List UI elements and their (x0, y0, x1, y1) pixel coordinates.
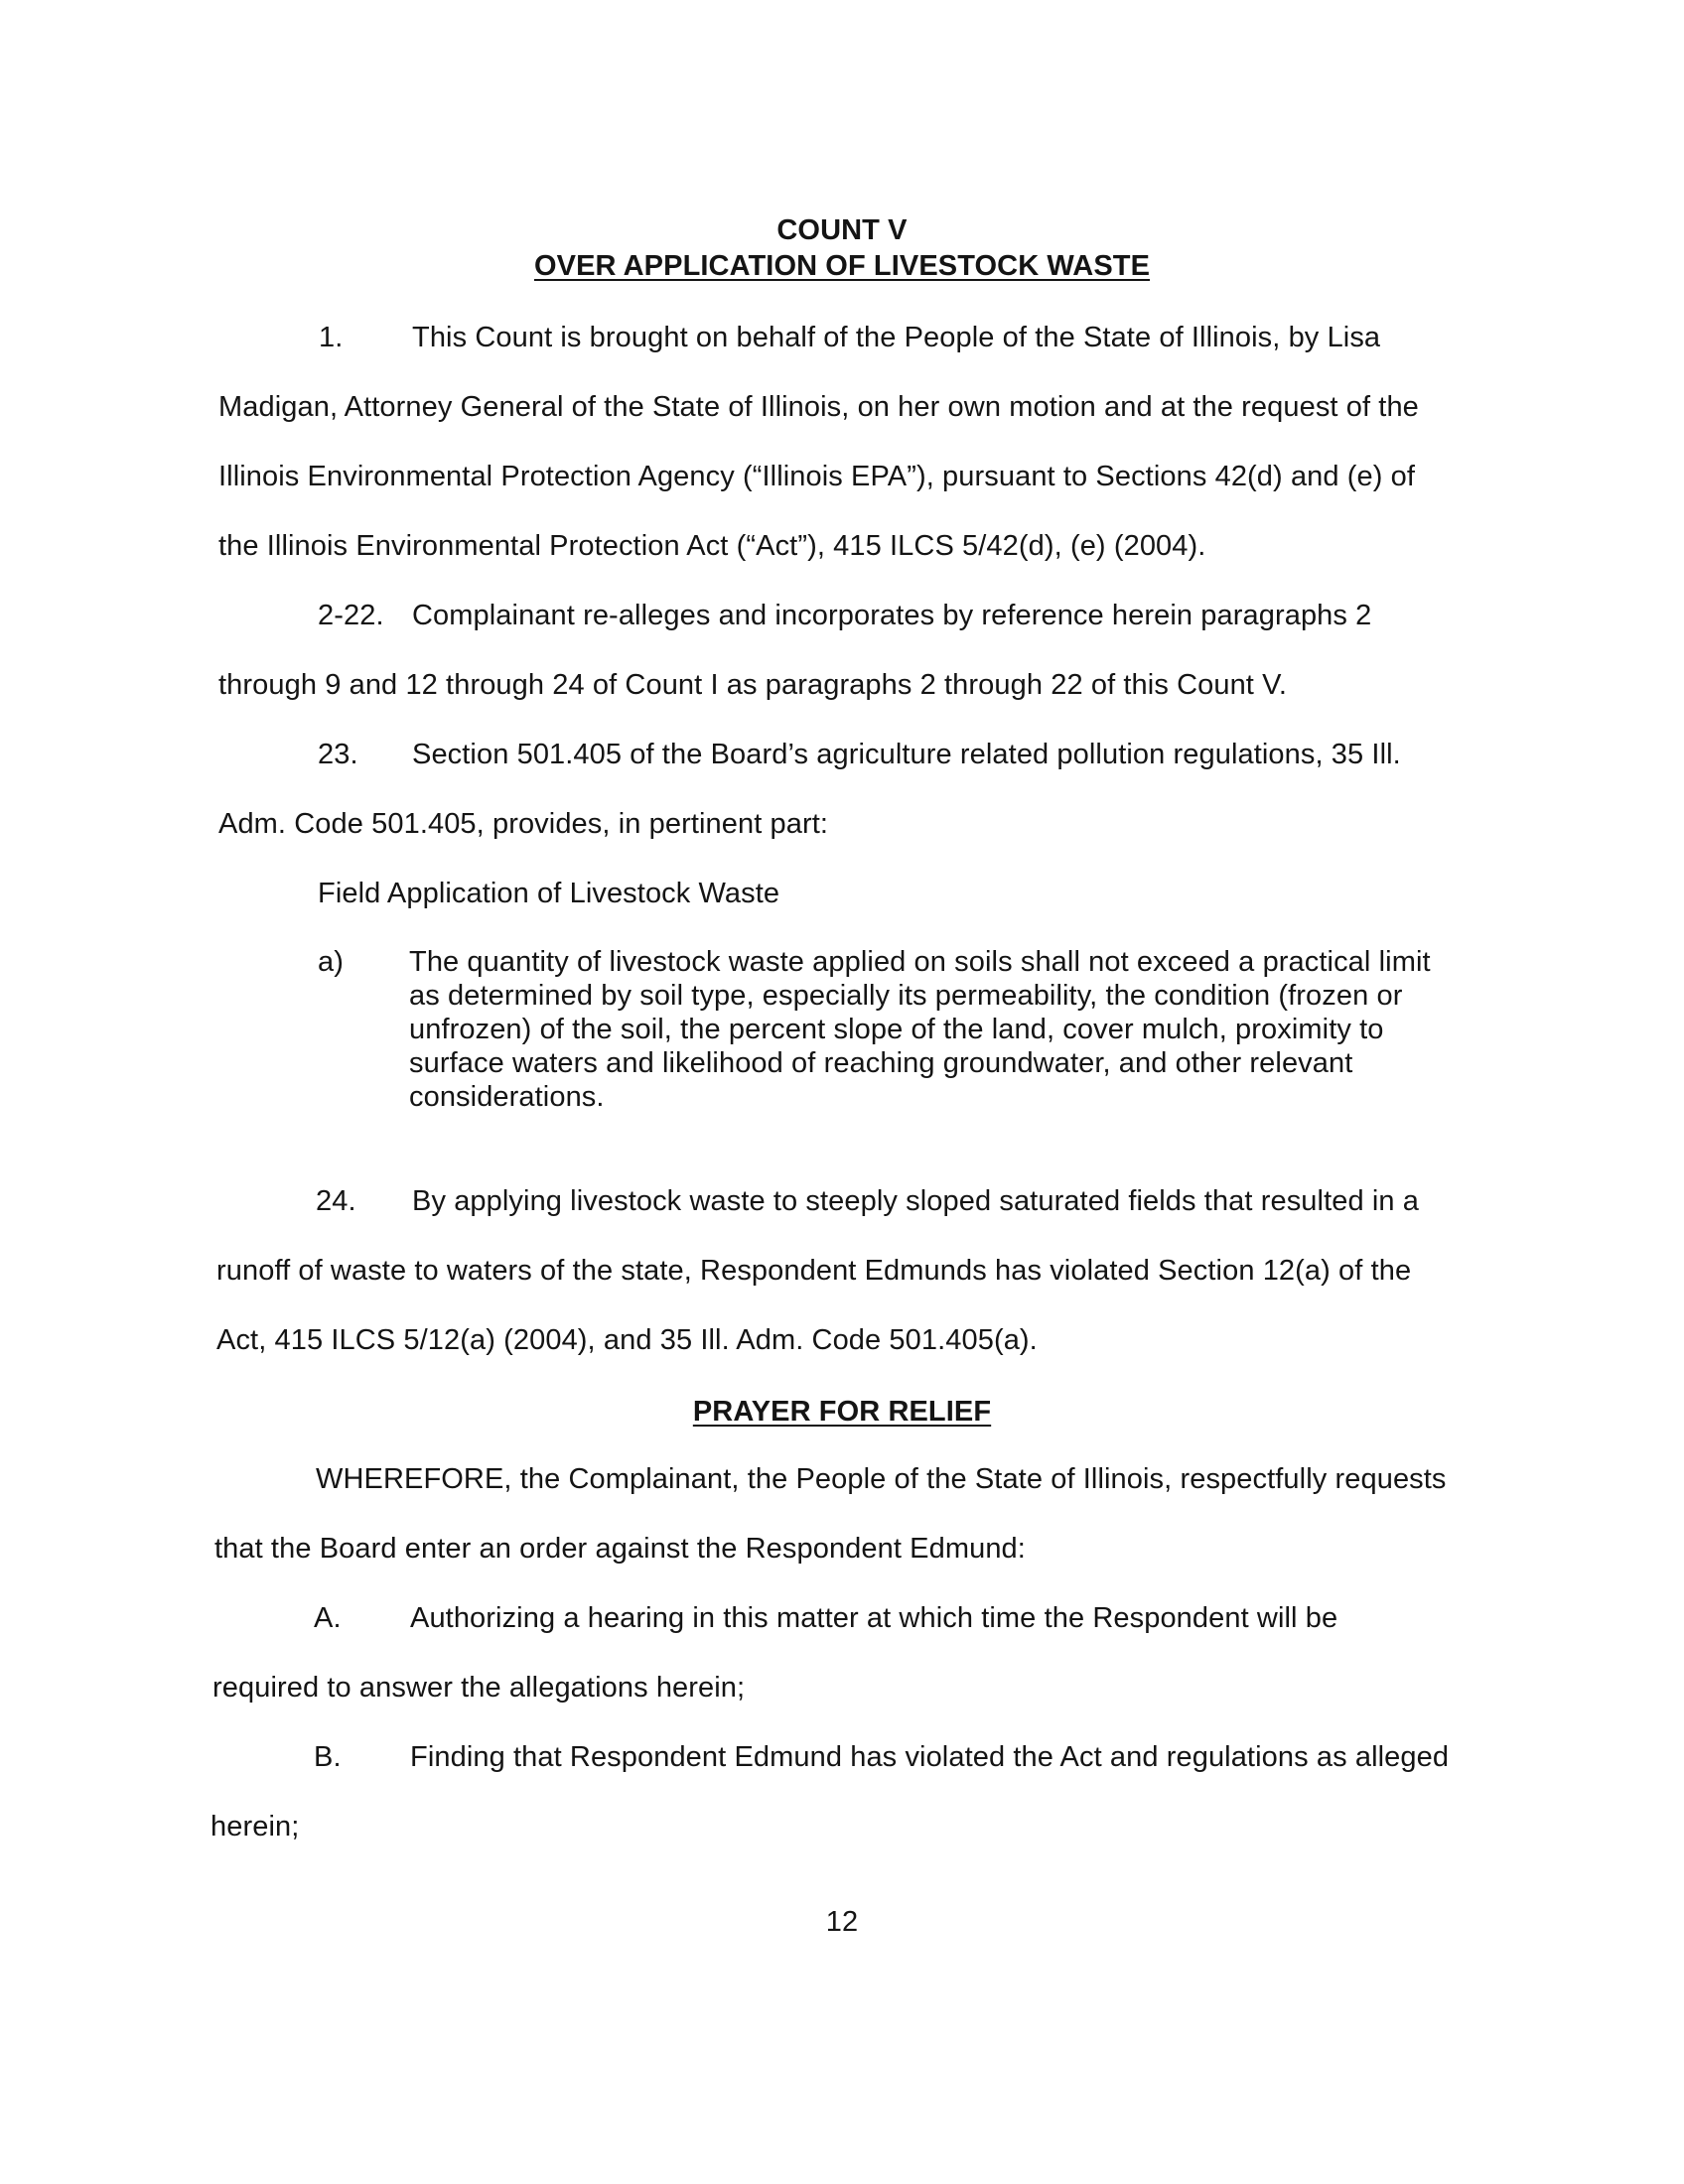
paragraph-1-line-3: Illinois Environmental Protection Agency (“Illinois EPA”), pursuant to Sections 42(d) and (e) of (218, 461, 1416, 492)
count-subtitle-wrap (0, 248, 1684, 284)
paragraph-1-line-2: Madigan, Attorney General of the State of Illinois, on her own motion and at the request of the (218, 391, 1419, 423)
quote-line-3: unfrozen) of the soil, the percent slope of the land, cover mulch, proximity to (409, 1014, 1384, 1045)
prayer-intro-line-2: that the Board enter an order against the Respondent Edmund: (214, 1533, 1026, 1565)
paragraph-1-number: 1. (319, 322, 344, 353)
paragraph-1-line-4: the Illinois Environmental Protection Act (“Act”), 415 ILCS 5/42(d), (e) (2004). (218, 530, 1206, 562)
count-subtitle: OVER APPLICATION OF LIVESTOCK WASTE (533, 250, 1151, 282)
paragraph-24-number: 24. (316, 1185, 356, 1217)
prayer-intro-line-1: WHEREFORE, the Complainant, the People of the State of Illinois, respectfully requests (316, 1463, 1447, 1495)
quote-item-label: a) (318, 946, 344, 978)
prayer-item-a-label: A. (314, 1602, 342, 1634)
page-number: 12 (825, 1906, 859, 1938)
paragraph-2-22-number: 2-22. (318, 600, 384, 631)
prayer-item-b-label: B. (314, 1741, 342, 1773)
prayer-item-a-line-2: required to answer the allegations herein; (212, 1672, 746, 1704)
paragraph-2-22-line-1: Complainant re-alleges and incorporates by reference herein paragraphs 2 (412, 600, 1372, 631)
prayer-heading-wrap (0, 1394, 1684, 1430)
prayer-item-a-line-1: Authorizing a hearing in this matter at which time the Respondent will be (410, 1602, 1338, 1634)
count-title: COUNT V (776, 214, 908, 246)
prayer-item-b-line-1: Finding that Respondent Edmund has violated the Act and regulations as alleged (410, 1741, 1450, 1773)
paragraph-24-line-3: Act, 415 ILCS 5/12(a) (2004), and 35 Ill. Adm. Code 501.405(a). (216, 1324, 1038, 1356)
quote-line-4: surface waters and likelihood of reaching groundwater, and other relevant (409, 1047, 1353, 1079)
prayer-heading: PRAYER FOR RELIEF (692, 1396, 992, 1428)
paragraph-23-number: 23. (318, 739, 358, 770)
quote-line-1: The quantity of livestock waste applied on soils shall not exceed a practical limit (409, 946, 1431, 978)
paragraph-23-line-2: Adm. Code 501.405, provides, in pertinent part: (218, 808, 829, 840)
quote-item-text (409, 945, 1501, 1114)
quote-title: Field Application of Livestock Waste (318, 878, 780, 909)
quote-line-2: as determined by soil type, especially its permeability, the condition (frozen or (409, 980, 1403, 1012)
paragraph-24-line-1: By applying livestock waste to steeply sloped saturated fields that resulted in a (412, 1185, 1419, 1217)
quote-line-5: considerations. (409, 1081, 605, 1113)
paragraph-23-line-1: Section 501.405 of the Board’s agriculture related pollution regulations, 35 Ill. (412, 739, 1401, 770)
paragraph-24-line-2: runoff of waste to waters of the state, Respondent Edmunds has violated Section 12(a) of the (216, 1255, 1412, 1287)
paragraph-2-22-line-2: through 9 and 12 through 24 of Count I as paragraphs 2 through 22 of this Count V. (218, 669, 1288, 701)
prayer-item-b-line-2: herein; (210, 1811, 300, 1843)
paragraph-1-line-1: This Count is brought on behalf of the People of the State of Illinois, by Lisa (412, 322, 1381, 353)
